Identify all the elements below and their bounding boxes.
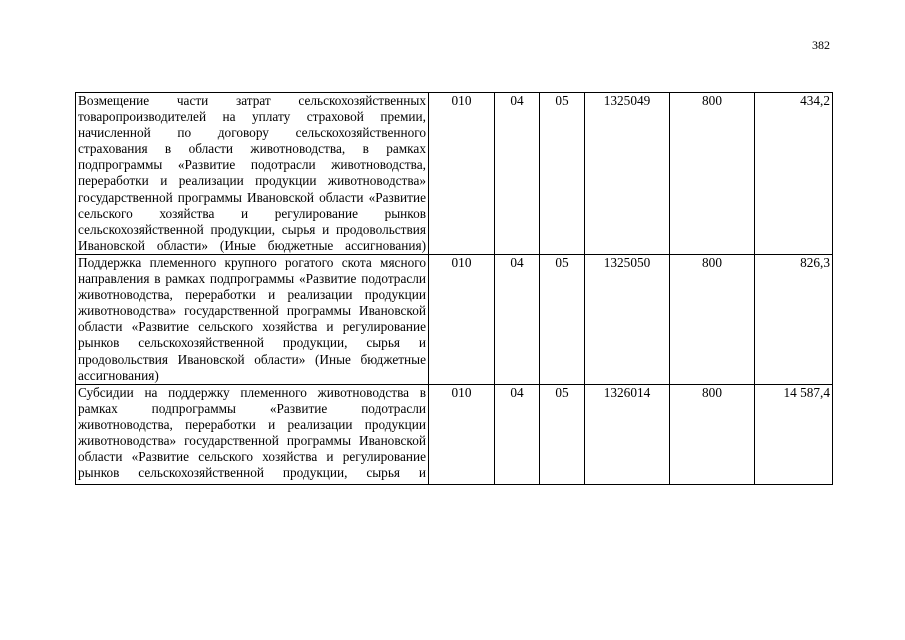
amount-value: 826,3: [755, 254, 833, 384]
section-code: 04: [495, 254, 540, 384]
expense-type-code: 800: [670, 93, 755, 255]
row-description: Возмещение части затрат сельскохозяйственных товаропроизводителей на уплату страховой премии, начисленной по договору сельскохозяйственного страхования в области животноводства, в рамках подпрограммы «Развитие подотрасли животноводства, переработки и реализации продукции животноводства» государственной программы Ивановской области «Развитие сельского хозяйства и регулирование рынков сельскохозяйственной продукции, сырья и продовольствия Ивановской области» (Иные бюджетные ассигнования): [76, 93, 429, 255]
row-description-text: Субсидии на поддержку племенного животноводства в рамках подпрограммы «Развитие подотрасли животноводства, переработки и реализации продукции животноводства» государственной программы Ивановской области «Развитие сельского хозяйства и регулирование рынков сельскохозяйственной продукции, сырья и: [78, 384, 426, 481]
ministry-code: 010: [429, 384, 495, 484]
row-description: [76, 384, 429, 484]
target-code: 1326014: [585, 384, 670, 484]
subsection-code: 05: [540, 384, 585, 484]
section-code: 04: [495, 384, 540, 484]
row-description: Поддержка племенного крупного рогатого скота мясного направления в рамках подпрограммы «Развитие подотрасли животноводства, переработки и реализации продукции животноводства» государственной программы Ивановской области «Развитие сельского хозяйства и регулирование рынков сельскохозяйственной продукции, сырья и продовольствия Ивановской области» (Иные бюджетные ассигнования): [76, 254, 429, 384]
amount-value: 434,2: [755, 93, 833, 255]
table-row: [76, 384, 833, 484]
table-row: [76, 254, 833, 384]
page-number: 382: [812, 38, 830, 52]
section-code: 04: [495, 93, 540, 255]
target-code: 1325049: [585, 93, 670, 255]
ministry-code: 010: [429, 93, 495, 255]
table-row: [76, 93, 833, 255]
target-code: 1325050: [585, 254, 670, 384]
ministry-code: 010: [429, 254, 495, 384]
subsection-code: 05: [540, 93, 585, 255]
budget-table: [75, 92, 833, 485]
expense-type-code: 800: [670, 384, 755, 484]
amount-value: 14 587,4: [755, 384, 833, 484]
expense-type-code: 800: [670, 254, 755, 384]
subsection-code: 05: [540, 254, 585, 384]
